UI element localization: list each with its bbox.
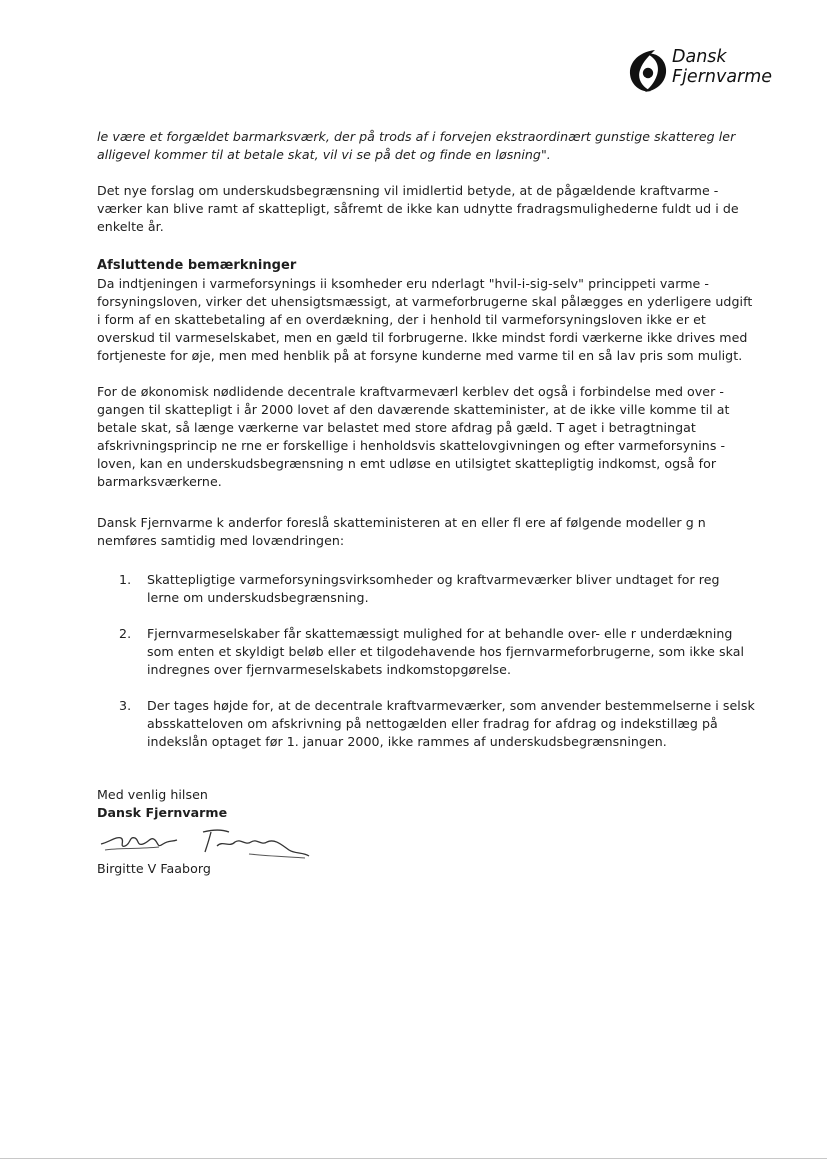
list-item [97,625,755,679]
paragraph-break-even-principle: Da indtjeningen i varmeforsynings ii ksomheder eru nderlagt "hvil-i-sig-selv" princippeti varme - forsyningsloven, virker det uhensigtsmæssigt, at varmeforbrugerne skal pålægges en yderligere udgift i form af en skattebetaling af en overdækning, der i henhold til varmeforsyningsloven ikke er et overskud til varmeselskabet, men en gæld til forbrugerne. Ikke mindst fordi værkerne ikke drives med fortjeneste for øje, men med henblik på at forsyne kunderne med varme til en så lav pris som muligt. [97,276,753,363]
letter-body [97,128,755,878]
quoted-statement: le være et forgældet barmarksværk, der på trods af i forvejen ekstraordinært gunstige skattereg ler alligevel kommer til at betale skat, vil vi se på det og finde en løsning". [97,129,736,162]
list-item-number: 3. [119,698,132,713]
paragraph-deficit-limitation: Det nye forslag om underskudsbegrænsning vil imidlertid betyde, at de pågældende kraftvarme - værker kan blive ramt af skattepligt, såfremt de ikke kan udnytte fradragsmulighederne fuldt ud i de enkelte år. [97,183,739,234]
list-item-number: 2. [119,626,132,641]
flame-swirl-icon [625,46,671,96]
section-heading: Afsluttende bemærkninger [97,258,297,273]
logo-text-dansk: Dansk [672,47,727,67]
dansk-fjernvarme-logo [625,44,785,100]
sender-organization: Dansk Fjernvarme [97,805,228,820]
list-item [97,697,755,751]
logo-text-fjernvarme: Fjernvarme [672,67,773,87]
proposal-list [97,571,755,751]
list-item-number: 1. [119,572,132,587]
paragraph-proposal-intro: Dansk Fjernvarme k anderfor foreslå skatteministeren at en eller fl ere af følgende modeller g n nemføres samtidig med lovændringen: [97,515,706,548]
signatory-name: Birgitte V Faaborg [97,861,211,876]
closing-salutation: Med venlig hilsen [97,787,208,802]
list-item [97,571,755,607]
list-item-text: Fjernvarmeselskaber får skattemæssigt mulighed for at behandle over- elle r underdækning som enten et skyldigt beløb eller et tilgodehavende hos fjernvarmeforbrugerne, som ikke skal indregnes over fjernvarmeselskabets indkomstopgørelse. [147,626,745,677]
list-item-text: Skattepligtige varmeforsyningsvirksomheder og kraftvarmeværker bliver undtaget for reg lerne om underskudsbegrænsning. [147,572,720,605]
list-item-text: Der tages højde for, at de decentrale kraftvarmeværker, som anvender bestemmelserne i selsk absskatteloven om afskrivning på nettogælden eller fradrag for afdrag og indekstillæg på indekslån optaget før 1. januar 2000, ikke rammes af underskudsbegrænsningen. [147,698,755,749]
page-bottom-edge [0,1158,827,1159]
paragraph-decentral-chp: For de økonomisk nødlidende decentrale kraftvarmeværl kerblev det også i forbindelse med over - gangen til skattepligt i år 2000 lovet af den daværende skatteminister, at de ikke ville komme til at betale skat, så længe værkerne var belastet med store afdrag på gæld. T aget i betragtningat afskrivningsprincip ne rne er forskellige i henholdsvis skattelovgivningen og efter varmeforsynins - loven, kan en underskudsbegrænsning n emt udløse en utilsigtet skattepligtig indkomst, også for barmarksværkerne. [97,384,730,489]
handwritten-signature [99,824,319,860]
